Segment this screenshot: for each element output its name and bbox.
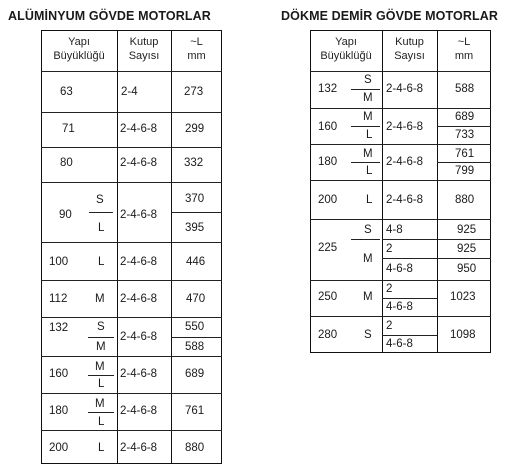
left-length-100: 446 <box>186 256 206 268</box>
table-rule-line <box>351 126 380 127</box>
table-rule-line <box>41 147 222 148</box>
left-table-title: ALÜMİNYUM GÖVDE MOTORLAR <box>8 9 211 23</box>
table-rule-line <box>382 239 437 240</box>
right-poles-250-a: 2 <box>386 283 393 295</box>
left-col-divider-1 <box>117 30 118 464</box>
left-size-63: 63 <box>60 86 73 98</box>
left-sub-90-s: S <box>96 194 104 206</box>
right-sub-180-l: L <box>366 165 373 177</box>
left-header-length-l1: ~L <box>190 36 203 48</box>
right-poles-180: 2-4-6-8 <box>386 156 424 168</box>
left-length-132-m: 588 <box>185 341 205 353</box>
table-rule-line <box>41 112 222 113</box>
left-sub-112: M <box>95 293 105 305</box>
table-rule-line <box>310 180 491 181</box>
left-poles-100: 2-4-6-8 <box>120 256 158 268</box>
right-size-160: 160 <box>318 121 338 133</box>
left-poles-180: 2-4-6-8 <box>120 405 158 417</box>
right-length-180-l: 799 <box>455 165 475 177</box>
left-header-poles-l1: Kutup <box>129 36 159 48</box>
left-poles-160: 2-4-6-8 <box>120 368 158 380</box>
left-length-90-l: 395 <box>185 222 205 234</box>
left-length-112: 470 <box>186 293 206 305</box>
right-size-225: 225 <box>318 242 338 254</box>
left-header-length-l2: mm <box>187 50 206 62</box>
left-size-200: 200 <box>49 442 69 454</box>
left-length-180: 761 <box>185 405 205 417</box>
left-poles-200: 2-4-6-8 <box>120 442 158 454</box>
right-poles-200: 2-4-6-8 <box>386 194 424 206</box>
right-poles-160: 2-4-6-8 <box>386 121 424 133</box>
left-sub-160-m: M <box>95 361 105 373</box>
table-rule-line <box>89 212 113 213</box>
right-length-200: 880 <box>455 194 475 206</box>
right-size-280: 280 <box>318 329 338 341</box>
right-sub-160-m: M <box>363 111 373 123</box>
left-sub-160-l: L <box>98 378 105 390</box>
right-col-divider-1 <box>382 30 383 353</box>
right-sub-280: S <box>364 329 372 341</box>
left-length-90-s: 370 <box>185 193 205 205</box>
right-sub-200: L <box>366 194 373 206</box>
right-sub-180-m: M <box>363 148 373 160</box>
right-sub-132-m: M <box>363 92 373 104</box>
left-poles-90: 2-4-6-8 <box>120 209 158 221</box>
table-rule-line <box>171 212 222 213</box>
table-rule-line <box>41 182 222 183</box>
table-rule-line <box>41 242 222 243</box>
left-size-90: 90 <box>59 209 72 221</box>
right-col-divider-2 <box>437 30 438 353</box>
left-col-divider-2 <box>171 30 172 464</box>
table-rule-line <box>382 258 437 259</box>
left-size-80: 80 <box>60 157 73 169</box>
left-header-size-l2: Büyüklüğü <box>53 50 105 62</box>
table-rule-line <box>351 89 380 90</box>
right-poles-132: 2-4-6-8 <box>386 83 424 95</box>
right-header-length <box>437 35 491 63</box>
right-length-132: 588 <box>455 83 475 95</box>
table-rule-line <box>41 280 222 281</box>
left-sub-180-m: M <box>95 398 105 410</box>
table-rule-line <box>351 162 380 163</box>
right-length-225-b: 925 <box>457 243 477 255</box>
left-size-132: 132 <box>49 322 69 334</box>
right-poles-250-b: 4-6-8 <box>386 301 413 313</box>
right-header-poles <box>382 35 437 63</box>
left-size-71: 71 <box>62 123 75 135</box>
left-length-80: 332 <box>184 157 204 169</box>
left-poles-63: 2-4 <box>121 86 138 98</box>
right-header-size-l1: Yapı <box>335 36 357 48</box>
table-rule-line <box>310 108 491 109</box>
table-rule-line <box>41 430 222 431</box>
right-poles-225-c: 4-6-8 <box>386 263 413 275</box>
right-poles-225-a: 4-8 <box>386 224 403 236</box>
table-rule-line <box>310 316 491 317</box>
right-sub-132-s: S <box>364 74 372 86</box>
right-poles-280-a: 2 <box>386 320 393 332</box>
left-header-poles-l2: Sayısı <box>128 50 160 62</box>
table-rule-line <box>351 239 380 240</box>
table-rule-line <box>310 144 491 145</box>
left-poles-80: 2-4-6-8 <box>120 157 158 169</box>
right-sub-225-s: S <box>364 224 372 236</box>
right-size-132: 132 <box>318 83 338 95</box>
table-rule-line <box>41 393 222 394</box>
left-size-100: 100 <box>49 256 69 268</box>
right-header-size-l2: Büyüklüğü <box>320 50 372 62</box>
left-header-poles <box>117 35 171 63</box>
table-rule-line <box>437 239 491 240</box>
table-rule-line <box>88 412 114 413</box>
right-length-160-l: 733 <box>455 129 475 141</box>
right-header-size <box>310 35 382 63</box>
table-rule-line <box>310 280 491 281</box>
right-poles-225-b: 2 <box>386 243 393 255</box>
table-rule-line <box>41 71 222 72</box>
right-sub-225-m: M <box>363 253 373 265</box>
right-header-length-l1: ~L <box>457 36 471 48</box>
left-poles-71: 2-4-6-8 <box>120 123 158 135</box>
table-rule-line <box>437 162 491 163</box>
left-size-160: 160 <box>49 368 69 380</box>
left-poles-132: 2-4-6-8 <box>120 331 158 343</box>
left-length-160: 689 <box>185 368 205 380</box>
left-size-180: 180 <box>49 405 69 417</box>
right-size-180: 180 <box>318 156 338 168</box>
right-length-280: 1098 <box>450 329 476 341</box>
left-header-length <box>171 35 222 63</box>
table-rule-line <box>171 337 222 338</box>
right-length-180-m: 761 <box>455 148 475 160</box>
right-length-225-c: 950 <box>457 263 477 275</box>
right-size-200: 200 <box>318 194 338 206</box>
right-size-250: 250 <box>318 291 338 303</box>
table-rule-line <box>437 126 491 127</box>
left-length-71: 299 <box>185 123 205 135</box>
right-poles-280-b: 4-6-8 <box>386 338 413 350</box>
left-size-112: 112 <box>49 293 68 305</box>
left-header-size <box>41 35 117 63</box>
left-sub-200: L <box>98 442 105 454</box>
left-sub-132-m: M <box>96 341 106 353</box>
table-rule-line <box>310 219 491 220</box>
left-sub-90-l: L <box>98 222 105 234</box>
table-rule-line <box>310 71 491 72</box>
table-rule-line <box>382 298 437 299</box>
right-length-160-m: 689 <box>455 111 475 123</box>
left-length-63: 273 <box>184 86 204 98</box>
right-length-250: 1023 <box>450 291 476 303</box>
table-rule-line <box>437 258 491 259</box>
right-sub-160-l: L <box>366 129 373 141</box>
left-sub-180-l: L <box>98 416 105 428</box>
left-length-132-s: 550 <box>185 321 205 333</box>
table-rule-line <box>88 375 114 376</box>
table-rule-line <box>41 356 222 357</box>
left-poles-112: 2-4-6-8 <box>120 293 158 305</box>
table-rule-line <box>382 335 437 336</box>
table-rule-line <box>88 337 114 338</box>
right-length-225-a: 925 <box>457 224 477 236</box>
right-header-poles-l2: Sayısı <box>394 50 425 62</box>
left-length-200: 880 <box>185 442 205 454</box>
left-sub-132-s: S <box>97 321 105 333</box>
right-sub-250: M <box>363 291 373 303</box>
table-rule-line <box>41 317 222 318</box>
right-header-poles-l1: Kutup <box>395 36 424 48</box>
right-table-title: DÖKME DEMİR GÖVDE MOTORLAR <box>281 9 498 23</box>
right-header-length-l2: mm <box>454 50 474 62</box>
left-header-size-l1: Yapı <box>68 36 90 48</box>
left-sub-100: L <box>98 256 105 268</box>
